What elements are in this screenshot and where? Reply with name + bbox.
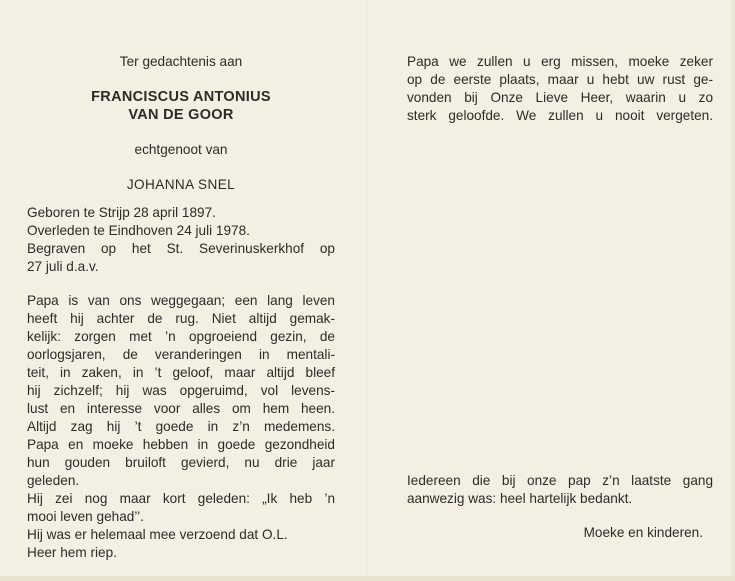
tribute-line: oorlogsjaren, de veranderingen in mentali- <box>27 347 335 362</box>
thanks-line: Iedereen die bij onze pap z’n laatste gang <box>407 473 713 488</box>
life-facts <box>27 204 335 276</box>
tribute-line: Papa is van ons weggegaan; een lang leven <box>27 293 335 308</box>
card-right-edge <box>731 0 735 581</box>
intro-text: Ter gedachtenis aan <box>119 54 243 69</box>
farewell-line: Papa we zullen u erg missen, moeke zeker <box>407 54 713 69</box>
birth-line: Geboren te Strijp 28 april 1897. <box>27 205 216 220</box>
deceased-name-line-2: VAN DE GOOR <box>128 107 234 123</box>
tribute-line: heeft hij achter de rug. Niet altijd gemak- <box>27 311 335 326</box>
burial-line: Begraven op het St. Severinuskerkhof op <box>27 241 335 256</box>
thanks-line: aanwezig was: heel hartelijk bedankt. <box>407 491 633 506</box>
tribute-line: Hij zei nog maar kort geleden: „Ik heb ’n <box>27 491 335 506</box>
farewell-text <box>407 53 713 125</box>
tribute-text <box>27 292 335 562</box>
tribute-line: mooi leven gehad’’. <box>27 509 144 524</box>
tribute-line: hun gouden bruiloft gevierd, nu drie jaar <box>27 455 335 470</box>
death-line: Overleden te Eindhoven 24 juli 1978. <box>27 223 250 238</box>
tribute-line: lust en interesse voor alles om hem heen. <box>27 401 335 416</box>
relation-text: echtgenoot van <box>134 142 228 157</box>
tribute-line: geleden. <box>27 473 80 488</box>
thanks-text <box>407 472 713 508</box>
card-bottom-edge <box>0 576 735 581</box>
burial-date-line: 27 juli d.a.v. <box>27 259 99 274</box>
tribute-line: Papa en moeke hebben in goede gezondheid <box>27 437 335 452</box>
tribute-line: Altijd zag hij ’t goede in z’n medemens. <box>27 419 335 434</box>
tribute-line: Heer hem riep. <box>27 545 117 560</box>
center-fold <box>367 0 369 581</box>
farewell-line: op de eerste plaats, maar u hebt uw rust ge- <box>407 72 713 87</box>
spouse-name: JOHANNA SNEL <box>126 177 236 192</box>
farewell-line: sterk geloofde. We zullen u nooit vergeten. <box>407 108 713 123</box>
tribute-line: kelijk: zorgen met ’n opgroeiend gezin, de <box>27 329 335 344</box>
tribute-line: teit, in zaken, in ’t geloof, maar altijd bleef <box>27 365 335 380</box>
tribute-line: hij zichzelf; hij was opgeruimd, vol levens- <box>27 383 335 398</box>
signoff: Moeke en kinderen. <box>583 525 703 540</box>
deceased-name-line-1: FRANCISCUS ANTONIUS <box>91 89 271 105</box>
tribute-line: Hij was er helemaal mee verzoend dat O.L. <box>27 527 288 542</box>
farewell-line: vonden bij Onze Lieve Heer, waarin u zo <box>407 90 713 105</box>
